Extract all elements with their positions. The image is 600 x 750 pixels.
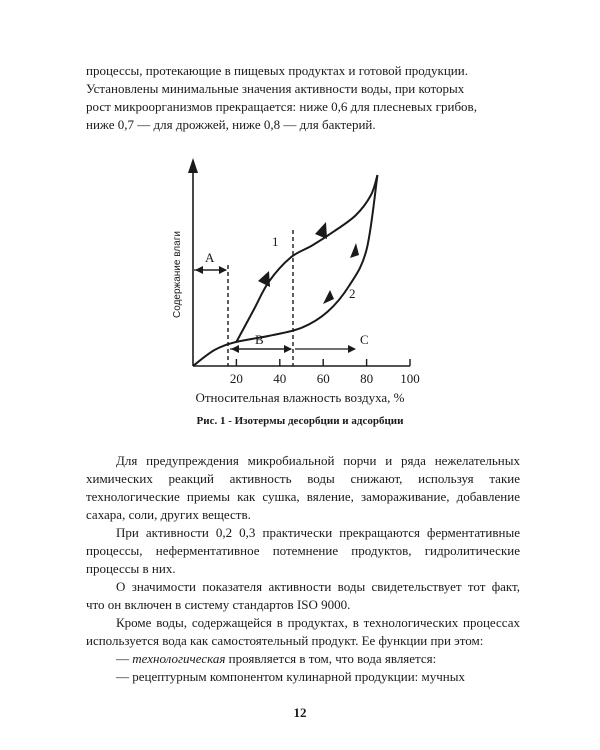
body-paragraph: Для предупреждения микробиальной порчи и ряда нежелательных химических реакций активность воды снижают, используя такие технологические приемы как сушка, вяление, замораживание, добавление сахара, соли, других веществ. — [86, 453, 520, 522]
x-tick-label: 100 — [400, 371, 420, 386]
x-tick-label: 20 — [229, 371, 243, 386]
curve1-direction-arrow — [315, 222, 327, 239]
x-tick-label: 40 — [273, 371, 287, 386]
text-line: ниже 0,7 — для дрожжей, ниже 0,8 — для бактерий. — [86, 117, 376, 132]
x-tick-label: 80 — [360, 371, 374, 386]
curve1-direction-arrow — [258, 271, 270, 287]
body-list-item — [86, 650, 520, 668]
region-b-label: B — [255, 332, 264, 347]
emphasis-term: технологическая — [132, 651, 226, 666]
body-paragraph: О значимости показателя активности воды свидетельствует тот факт, что он включен в систему стандартов ISO 9000. — [86, 579, 520, 612]
region-c-label: C — [360, 332, 369, 347]
desorption-curve — [236, 175, 377, 342]
body-paragraph: При активности 0,2 0,3 практически прекращаются ферментативные процессы, неферментативное потемнение продуктов, гидролитические процессы в них. — [86, 525, 520, 576]
text-line: процессы, протекающие в пищевых продуктах и готовой продукции. — [86, 63, 468, 78]
figure-caption: Рис. 1 - Изотермы десорбции и адсорбции — [196, 415, 404, 427]
region-a-label: A — [205, 250, 215, 265]
y-axis-arrow — [188, 158, 198, 173]
x-tick-label: 60 — [316, 371, 330, 386]
text-line: Установлены минимальные значения активности воды, при которых — [86, 81, 465, 96]
curve2-direction-arrow — [323, 290, 334, 304]
text-line: рост микроорганизмов прекращается: ниже 0,6 для плесневых грибов, — [86, 99, 477, 114]
body-paragraph: Кроме воды, содержащейся в продуктах, в технологических процессах используется вода как самостоятельный продукт. Ее функции при этом: — [86, 615, 520, 648]
x-axis-label: Относительная влажность воздуха, % — [195, 390, 405, 405]
list-item-text: проявляется в том, что вода является: — [228, 651, 437, 666]
curve-1-label: 1 — [272, 234, 279, 249]
curve-2-label: 2 — [349, 286, 356, 301]
x-ticks — [230, 359, 420, 386]
body-list-item: — рецептурным компонентом кулинарной продукции: мучных — [116, 669, 465, 684]
page-number: 12 — [293, 705, 307, 720]
curve2-direction-arrow — [350, 243, 359, 258]
dash: — — [116, 651, 129, 666]
y-axis-label: Содержание влаги — [172, 231, 183, 318]
